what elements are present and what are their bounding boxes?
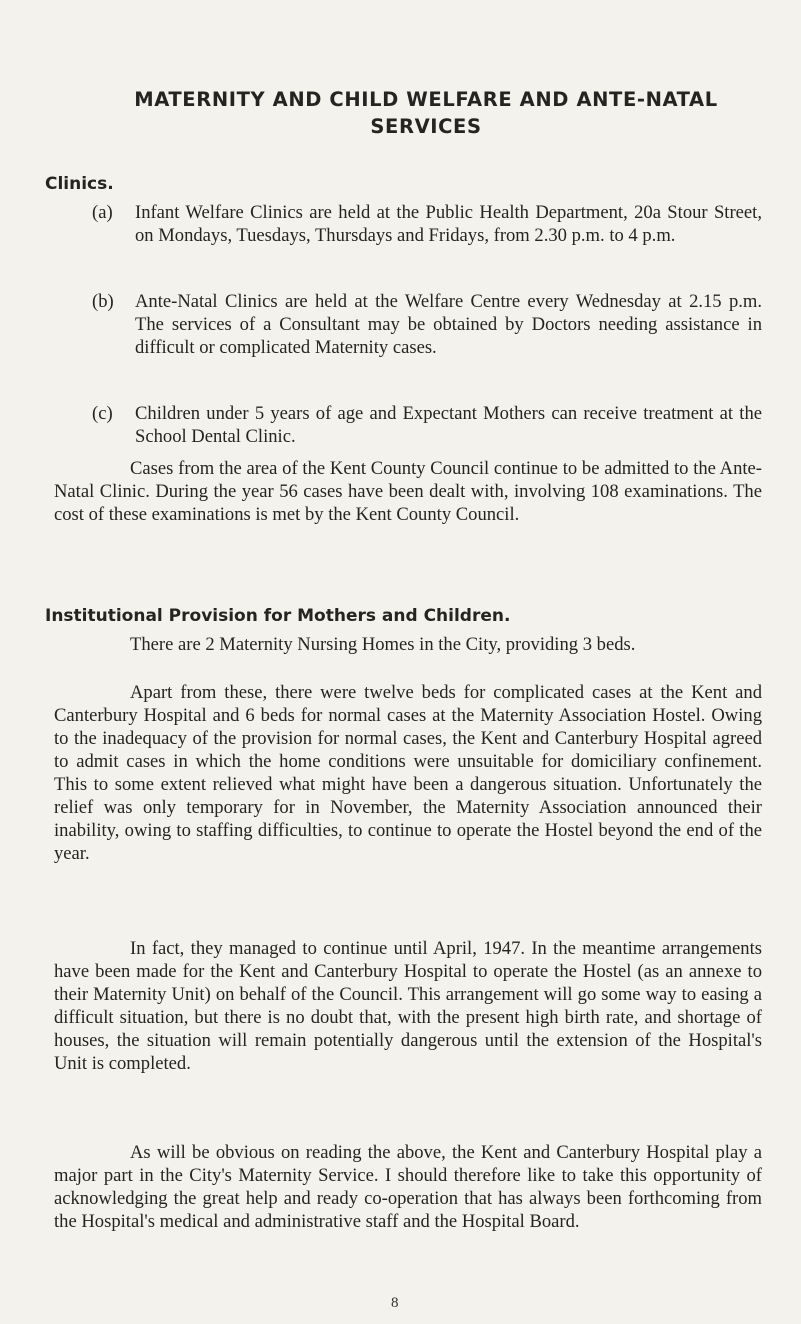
clinic-item-b — [92, 290, 762, 359]
nursing-homes-paragraph: There are 2 Maternity Nursing Homes in the City, providing 3 beds. — [130, 634, 636, 655]
clinic-item-label: (c) — [92, 403, 113, 424]
acknowledgement-paragraph: As will be obvious on reading the above, the Kent and Canterbury Hospital play a major part in the City's Maternity Service. I should therefore like to take this opportunity of acknowledging the great help and ready co-operation that has always been forthcoming from the Hospital's medical and administrative staff and the Hospital Board. — [54, 1142, 762, 1232]
hostel-arrangement-paragraph: In fact, they managed to continue until April, 1947. In the meantime arrangements have been made for the Kent and Canterbury Hospital to operate the Hostel (as an annexe to their Maternity Unit) on behalf of the Council. This arrangement will go some way to easing a difficult situation, but there is no doubt that, with the present high birth rate, and shortage of houses, the situation will remain potentially dangerous until the extension of the Hospital's Unit is completed. — [54, 938, 762, 1074]
clinic-item-c — [92, 402, 762, 448]
page-title — [86, 86, 766, 140]
clinic-item-label: (b) — [92, 291, 114, 312]
page-title-line-1: MATERNITY AND CHILD WELFARE AND ANTE-NATAL — [134, 88, 718, 111]
institutional-provision-heading: Institutional Provision for Mothers and Children. — [45, 606, 511, 626]
page-number: 8 — [391, 1295, 399, 1311]
clinic-item-a — [92, 201, 762, 247]
clinic-item-text: Ante-Natal Clinics are held at the Welfare Centre every Wednesday at 2.15 p.m. The services of a Consultant may be obtained by Doctors needing assistance in difficult or complicated Maternity cases. — [135, 291, 762, 358]
clinics-heading: Clinics. — [45, 174, 114, 194]
clinic-item-label: (a) — [92, 202, 113, 223]
clinic-item-text: Children under 5 years of age and Expectant Mothers can receive treatment at the School Dental Clinic. — [135, 403, 762, 447]
hospital-beds-paragraph: Apart from these, there were twelve beds for complicated cases at the Kent and Canterbury Hospital and 6 beds for normal cases at the Maternity Association Hostel. Owing to the inadequacy of the provision for normal cases, the Kent and Canterbury Hospital agreed to admit cases in which the home conditions were unsuitable for domiciliary confinement. This to some extent relieved what might have been a dangerous situation. Unfortunately the relief was only temporary for in November, the Maternity Association announced their inability, owing to staffing difficulties, to continue to operate the Hostel beyond the end of the year. — [54, 682, 762, 864]
page-title-line-2: SERVICES — [370, 115, 482, 138]
clinics-cases-paragraph: Cases from the area of the Kent County Council continue to be admitted to the Ante-Natal Clinic. During the year 56 cases have been dealt with, involving 108 examinations. The cost of these examinations is met by the Kent County Council. — [54, 458, 762, 525]
clinic-item-text: Infant Welfare Clinics are held at the Public Health Department, 20a Stour Street, on Mondays, Tuesdays, Thursdays and Fridays, from 2.30 p.m. to 4 p.m. — [135, 202, 762, 246]
